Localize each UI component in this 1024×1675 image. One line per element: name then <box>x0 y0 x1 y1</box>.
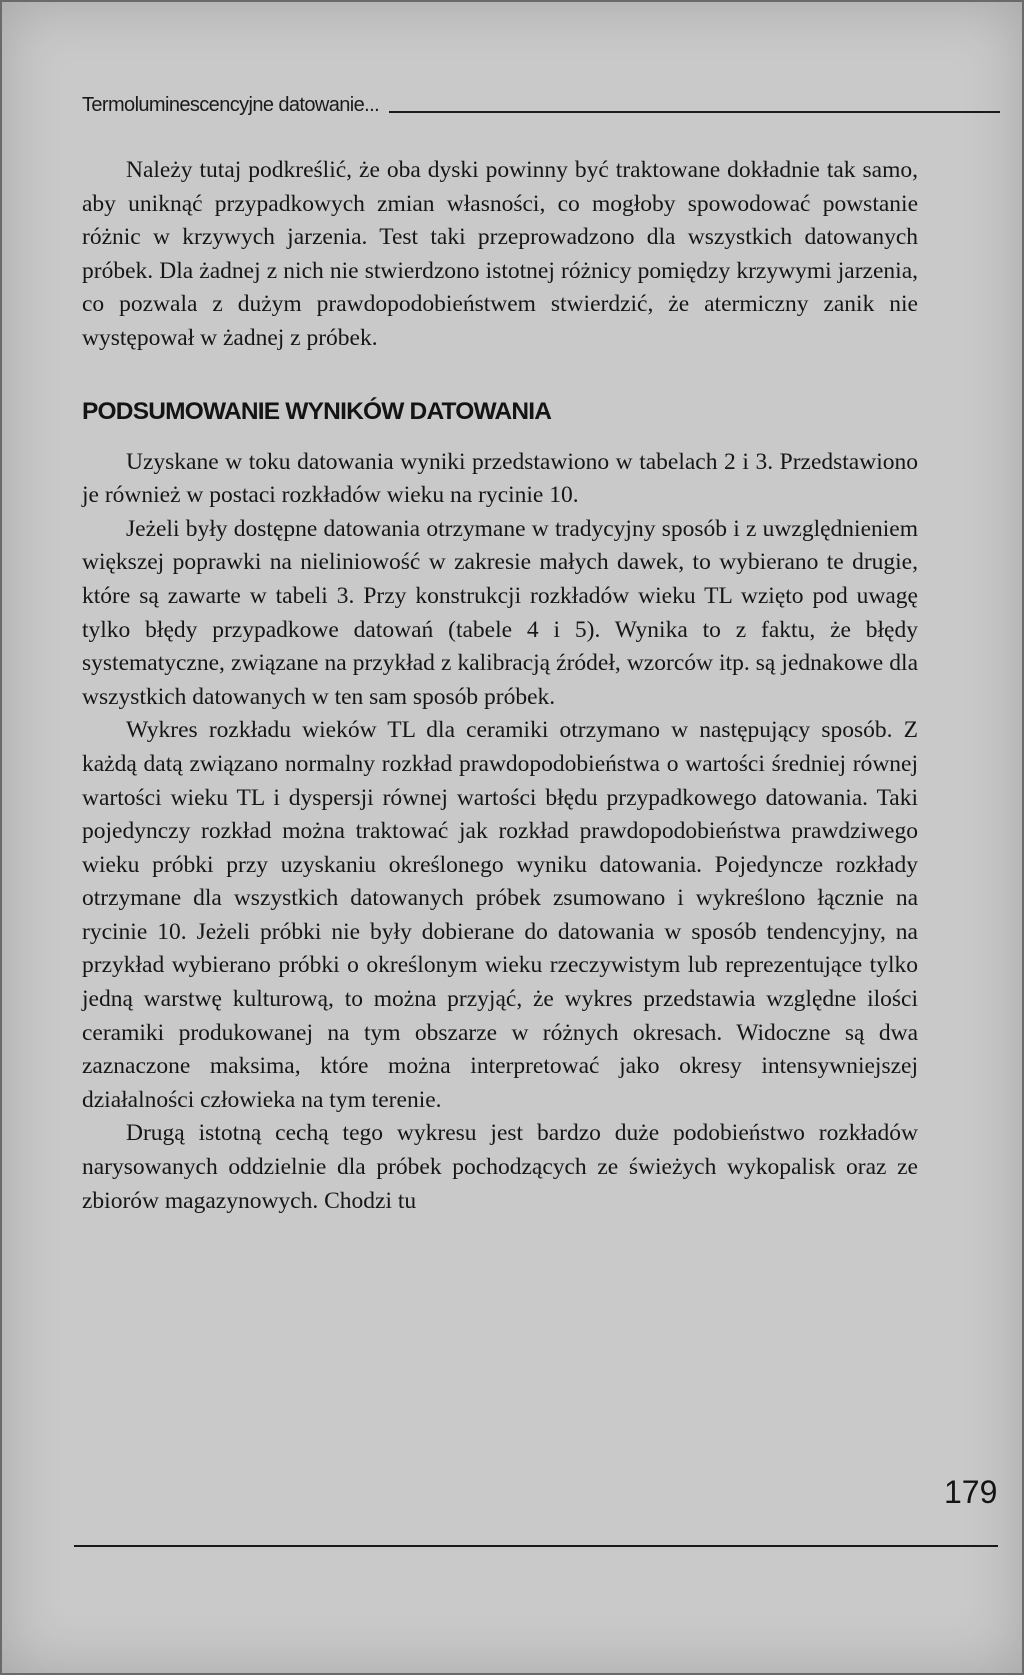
paragraph: Wykres rozkładu wieków TL dla ceramiki otrzymano w następujący sposób. Z każdą datą związano normalny rozkład prawdopodobieństwa o wartości średniej równej wartości wieku TL i dyspersji równej wartości błędu przypadkowego datowania. Taki pojedynczy rozkład można traktować jak rozkład prawdopodobieństwa prawdziwego wieku próbki przy uzyskaniu określonego wyniku datowania. Pojedyncze rozkłady otrzymane dla wszystkich datowanych próbek zsumowano i wykreślono łącznie na rycinie 10. Jeżeli próbki nie były dobierane do datowania w sposób tendencyjny, na przykład wybierano próbki o określonym wieku rzeczywistym lub reprezentujące tylko jedną warstwę kulturową, to można przyjąć, że wykres przedstawia względne ilości ceramiki produkowanej na tym obszarze w różnych okresach. Widoczne są dwa zaznaczone maksima, które można interpretować jako okresy intensywniejszej działalności człowieka na tym terenie. <box>82 717 918 1113</box>
paragraph: Jeżeli były dostępne datowania otrzymane w tradycyjny sposób i z uwzględnieniem większej poprawki na nieliniowość w zakresie małych dawek, to wybierano te drugie, które są zawarte w tabeli 3. Przy konstrukcji rozkładów wieku TL wzięto pod uwagę tylko błędy przypadkowe datowań (tabele 4 i 5). Wynika to z faktu, że błędy systematyczne, związane na przykład z kalibracją źródeł, wzorców itp. są jednakowe dla wszystkich datowanych w ten sam sposób próbek. <box>82 515 918 710</box>
paragraph: Uzyskane w toku datowania wyniki przedstawiono w tabelach 2 i 3. Przedstawiono je również w postaci rozkładów wieku na rycinie 10. <box>82 448 918 509</box>
section-heading: PODSUMOWANIE WYNIKÓW DATOWANIA <box>82 397 552 425</box>
main-text <box>82 154 918 1218</box>
paragraph: Drugą istotną cechą tego wykresu jest bardzo duże podobieństwo rozkładów narysowanych oddzielnie dla próbek pochodzących ze świeżych wykopalisk oraz ze zbiorów magazynowych. Chodzi tu <box>82 1120 918 1214</box>
running-head <box>82 94 1000 117</box>
header-rule <box>389 111 1000 113</box>
paragraph: Należy tutaj podkreślić, że oba dyski powinny być traktowane dokładnie tak samo, aby uniknąć przypadkowych zmian własności, co mogłoby spowodować powstanie różnic w krzywych jarzenia. Test taki przeprowadzono dla wszystkich datowanych próbek. Dla żadnej z nich nie stwierdzono istotnej różnicy pomiędzy krzywymi jarzenia, co pozwala z dużym prawdopodobieństwem stwierdzić, że atermiczny zanik nie występował w żadnej z próbek. <box>82 157 918 351</box>
footer-rule <box>74 1545 998 1547</box>
running-head-title: Termoluminescencyjne datowanie... <box>82 94 380 116</box>
book-page <box>2 2 1022 1673</box>
page-number: 179 <box>944 1474 998 1510</box>
